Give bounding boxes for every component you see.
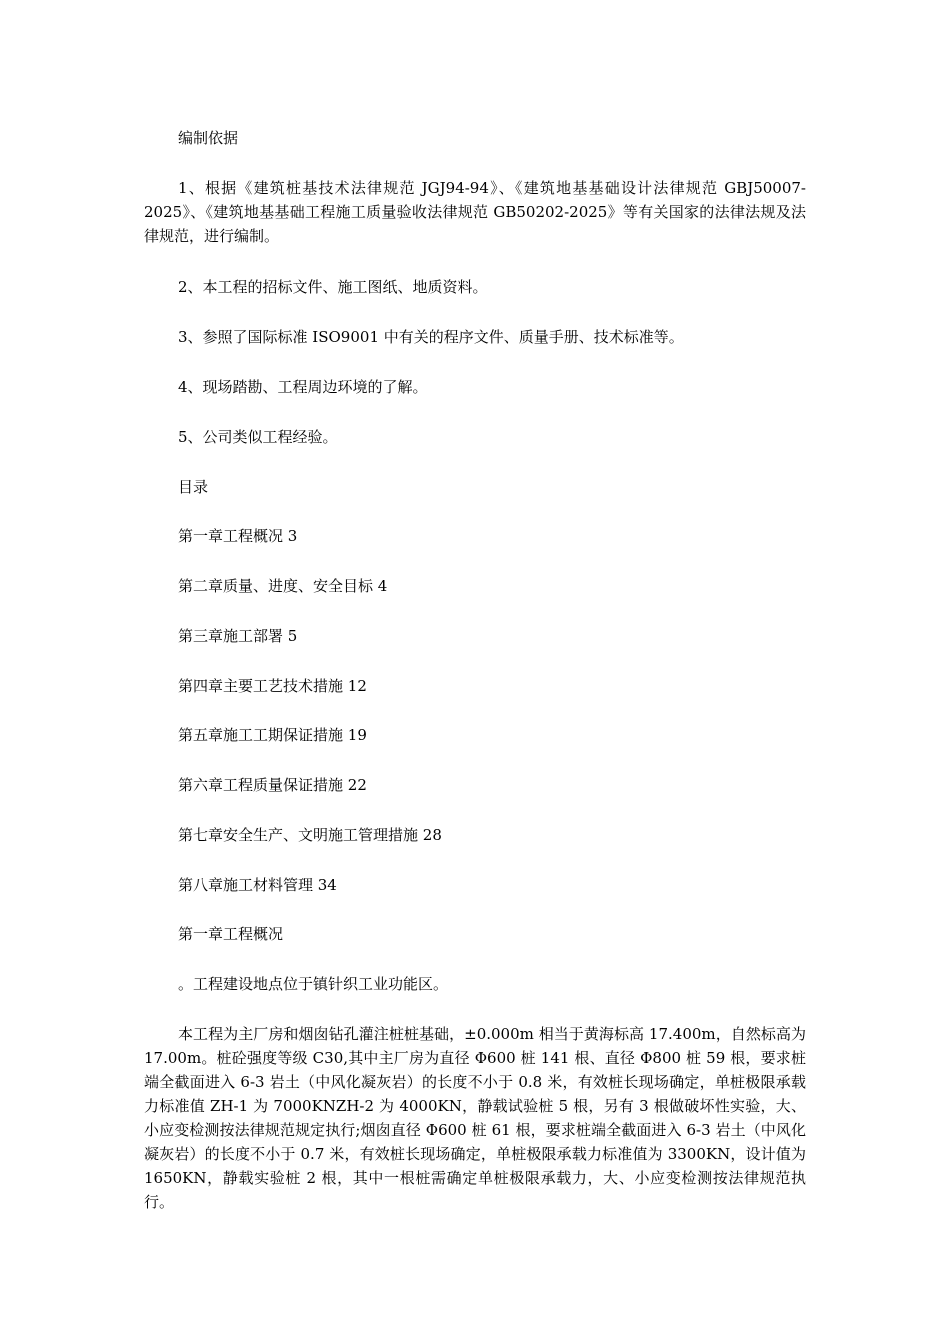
basis-item-3: 3、参照了国际标准 ISO9001 中有关的程序文件、质量手册、技术标准等。 bbox=[178, 328, 684, 346]
basis-item-1: 1、根据《建筑桩基技术法律规范 JGJ94-94》、《建筑地基基础设计法律规范 GBJ50007-2025》、《建筑地基基础工程施工质量验收法律规范 GB50202-2025》等有关国家的法律法规及法律规范，进行编制。 bbox=[144, 179, 806, 245]
toc-item-4: 第四章主要工艺技术措施 12 bbox=[178, 677, 367, 695]
toc-item-1: 第一章工程概况 3 bbox=[178, 527, 298, 545]
toc-item-7: 第七章安全生产、文明施工管理措施 28 bbox=[178, 826, 442, 844]
basis-heading: 编制依据 bbox=[178, 129, 239, 147]
basis-item-4: 4、现场踏勘、工程周边环境的了解。 bbox=[178, 378, 428, 396]
toc-item-6: 第六章工程质量保证措施 22 bbox=[178, 776, 367, 794]
toc-item-3: 第三章施工部署 5 bbox=[178, 627, 298, 645]
location-text: 。工程建设地点位于镇针织工业功能区。 bbox=[178, 975, 449, 993]
toc-item-5: 第五章施工工期保证措施 19 bbox=[178, 726, 367, 744]
toc-title: 目录 bbox=[178, 478, 209, 496]
toc-item-8: 第八章施工材料管理 34 bbox=[178, 876, 337, 894]
basis-item-2: 2、本工程的招标文件、施工图纸、地质资料。 bbox=[178, 278, 488, 296]
chapter1-title: 第一章工程概况 bbox=[178, 925, 284, 943]
basis-item-5: 5、公司类似工程经验。 bbox=[178, 428, 338, 446]
toc-item-2: 第二章质量、进度、安全目标 4 bbox=[178, 577, 388, 595]
body-paragraph: 本工程为主厂房和烟囱钻孔灌注桩桩基础，±0.000m 相当于黄海标高 17.400m，自然标高为 17.00m。桩砼强度等级 C30,其中主厂房为直径 Φ600 桩 141 根、直径 Φ800 桩 59 根，要求桩端全截面进入 6-3 岩土（中风化凝灰岩）的长度不小于 0.8 米，有效桩长现场确定，单桩极限承载力标准值 ZH-1 为 7000KNZH-2 为 4000KN，静载试验桩 5 根，另有 3 根做破坏性实验，大、小应变检测按法律规范规定执行;烟囱直径 Φ600 桩 61 根，要求桩端全截面进入 6-3 岩土（中风化凝灰岩）的长度不小于 0.7 米，有效桩长现场确定，单桩极限承载力标准值为 3300KN，设计值为 1650KN，静载实验桩 2 根，其中一根桩需确定单桩极限承载力，大、小应变检测按法律规范执行。 bbox=[144, 1025, 806, 1211]
